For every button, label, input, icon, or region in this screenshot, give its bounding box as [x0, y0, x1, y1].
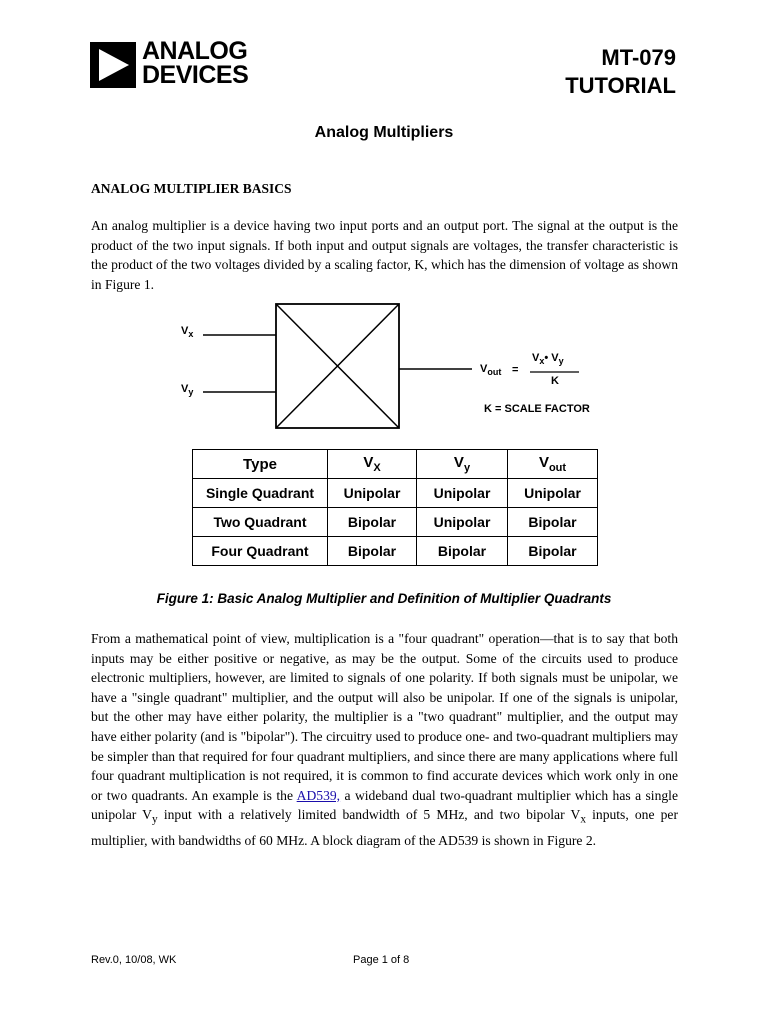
logo-line-1: ANALOG — [142, 37, 248, 65]
table-row — [193, 537, 598, 566]
table-cell: Bipolar — [508, 508, 598, 537]
table-cell: Two Quadrant — [193, 508, 328, 537]
table-row — [193, 479, 598, 508]
multiplier-diagram — [175, 300, 595, 440]
table-cell: Unipolar — [328, 479, 417, 508]
footer-page-number: Page 1 of 8 — [353, 954, 410, 966]
table-cell: Unipolar — [417, 508, 508, 537]
table-cell: Bipolar — [328, 508, 417, 537]
logo-line-2: DEVICES — [142, 61, 249, 89]
quadrant-explanation-paragraph: From a mathematical point of view, multiplication is a "four quadrant" operation—that is to say that both inputs may be either positive or negative, as may be the output. Some of the circuits used to produce electronic multipliers, however, are limited to signals of one polarity. If both signals must be unipolar, we have a "single quadrant" multiplier, and the output will also be unipolar. If one of the signals is unipolar, but the other may have either polarity, the multiplier is a "two quadrant" multiplier, and the output may have either polarity (and is "bipolar"). The circuitry used to produce one- and two-quadrant multipliers may be simpler than that required for four quadrant multipliers, and since there are many applications where full four quadrant multiplication is not required, it is common to find accurate devices which work only in one or two quadrants. An example is the AD539, a wideband dual two-quadrant multiplier which has a single unipolar $V_y$ input with a relatively limited bandwidth of 5 MHz, and two bipolar $V_x$ inputs, one per multiplier, with bandwidths of 60 MHz. A block diagram of the AD539 is shown in Figure 2. — [91, 631, 678, 848]
scale-factor-note: K = SCALE FACTOR — [484, 403, 590, 415]
ad539-link[interactable]: AD539, — [296, 787, 341, 803]
figure-caption: Figure 1: Basic Analog Multiplier and Definition of Multiplier Quadrants — [156, 591, 612, 606]
footer-revision: Rev.0, 10/08, WK — [91, 954, 177, 966]
table-cell: Bipolar — [417, 537, 508, 566]
vout-label: $V_{out}$ — [480, 363, 502, 378]
header-vx: $V_X$ — [328, 450, 417, 479]
equals-sign: = — [512, 364, 519, 376]
quadrant-table — [192, 449, 598, 566]
doc-type: TUTORIAL — [565, 73, 676, 98]
logo-wordmark — [142, 39, 248, 87]
header-type: Type — [193, 450, 328, 479]
table-header-row — [193, 450, 598, 479]
table-cell: Unipolar — [417, 479, 508, 508]
table-cell: Unipolar — [508, 479, 598, 508]
table-row — [193, 508, 598, 537]
logo-triangle-icon — [90, 42, 136, 88]
header-vy: $V_y$ — [417, 450, 508, 479]
vx-label: $V_x$ — [181, 325, 194, 340]
vy-label: $V_y$ — [181, 383, 194, 398]
header-vout: $V_{out}$ — [508, 450, 598, 479]
table-cell: Single Quadrant — [193, 479, 328, 508]
document-id — [565, 44, 676, 100]
table-cell: Bipolar — [508, 537, 598, 566]
table-cell: Four Quadrant — [193, 537, 328, 566]
analog-devices-logo — [90, 37, 270, 96]
formula-denominator: K — [551, 375, 559, 387]
formula-numerator: $V_x•$ $V_y$ — [532, 352, 564, 367]
section-heading: ANALOG MULTIPLIER BASICS — [91, 181, 292, 196]
table-cell: Bipolar — [328, 537, 417, 566]
intro-paragraph: An analog multiplier is a device having two input ports and an output port. The signal at the output is the product of the two input signals. If both input and output signals are voltages, the transfer characteristic is the product of the two voltages divided by a scaling factor, K, which has the dimension of voltage as shown in Figure 1. — [91, 218, 678, 292]
doc-code: MT-079 — [601, 45, 676, 70]
page-title: Analog Multipliers — [314, 124, 454, 141]
